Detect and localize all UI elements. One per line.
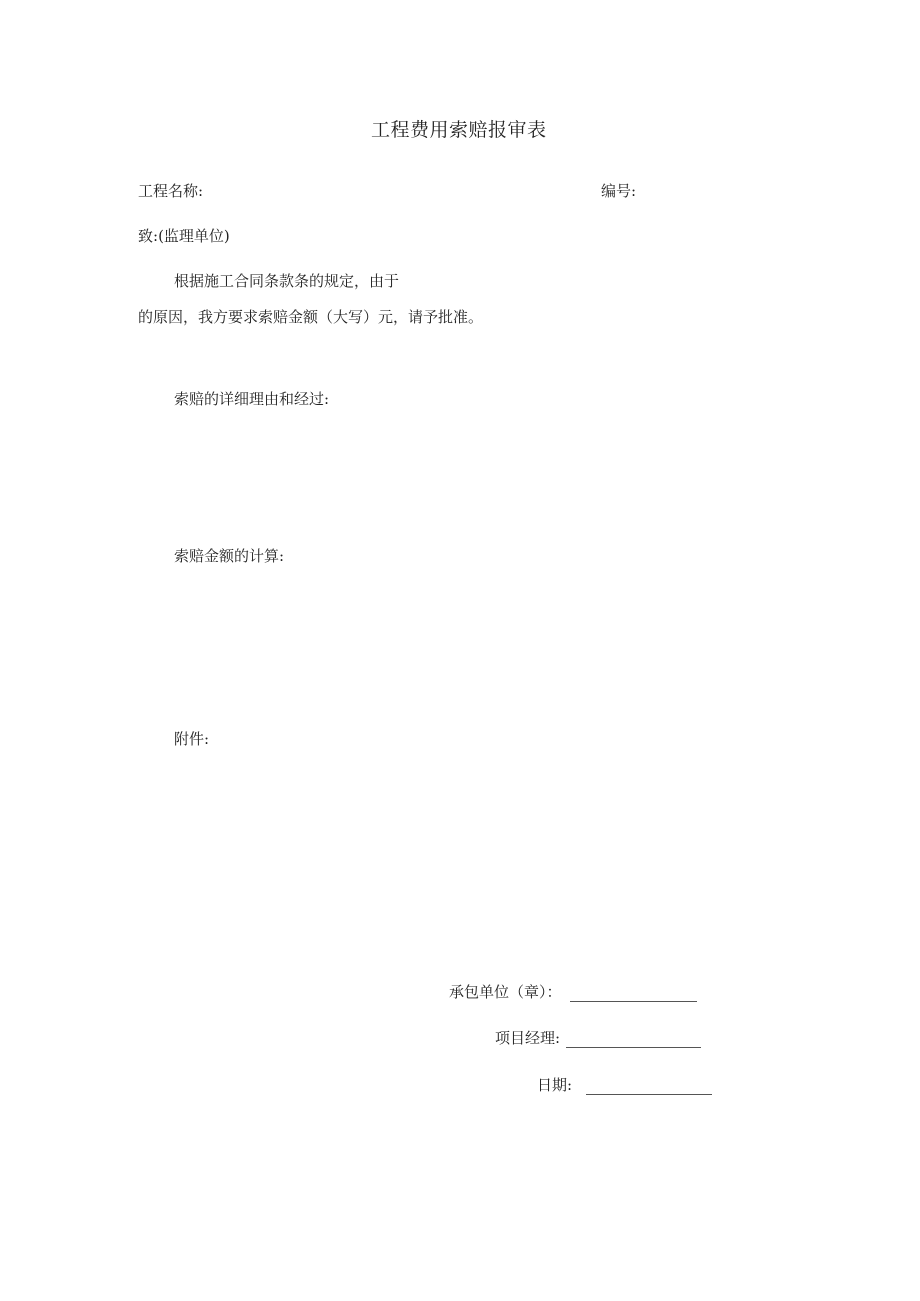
manager-signature-line: [566, 1029, 701, 1048]
contractor-signature-line: [570, 983, 697, 1002]
manager-label: 项目经理:: [495, 1029, 561, 1047]
to-line: [138, 226, 230, 246]
attachment-label: 附件:: [174, 730, 210, 748]
contractor-signature-row: [449, 982, 697, 1002]
contractor-label: 承包单位（章）：: [449, 983, 562, 1001]
project-name-label: 工程名称:: [138, 182, 204, 200]
page-title: 工程费用索赔报审表: [371, 119, 547, 141]
reason-label: 索赔的详细理由和经过:: [174, 390, 330, 408]
to-recipient: (监理单位): [158, 227, 230, 245]
serial-no-label: 编号:: [601, 182, 637, 200]
body-line-2: 的原因，我方要求索赔金额（大写）元，请予批准。: [138, 308, 484, 326]
amount-calc-label: 索赔金额的计算:: [174, 547, 285, 565]
date-label: 日期:: [537, 1076, 573, 1094]
date-signature-row: [537, 1075, 712, 1095]
body-line-1: 根据施工合同条款条的规定，由于: [174, 272, 400, 290]
manager-signature-row: [495, 1028, 701, 1048]
to-label: 致:: [138, 227, 159, 245]
date-signature-line: [586, 1076, 712, 1095]
